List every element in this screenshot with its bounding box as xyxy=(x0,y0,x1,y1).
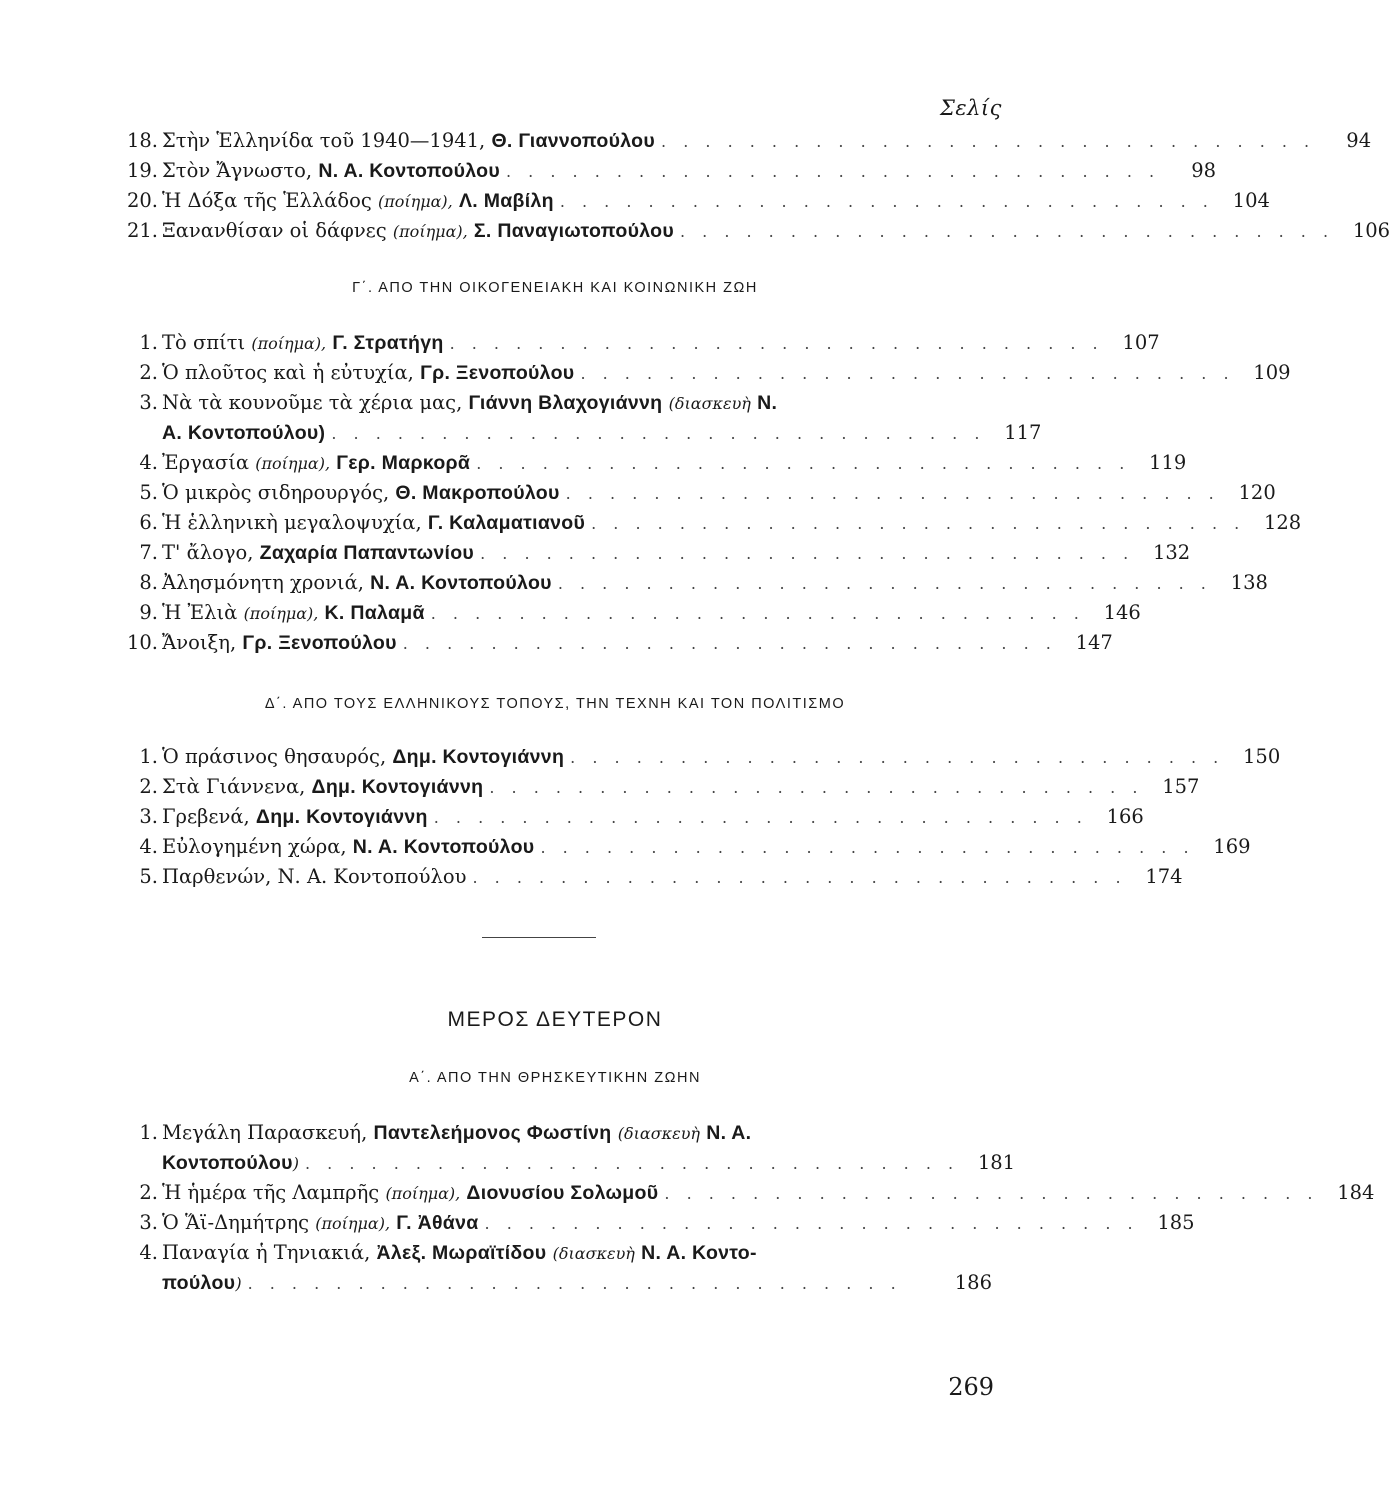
entry-note: (διασκευὴ xyxy=(617,1124,700,1143)
entry-author: Γερ. Μαρκορᾶ xyxy=(336,452,471,474)
entry-page: 147 xyxy=(1075,631,1113,654)
entry-title: Ἡ Ἐλιὰ xyxy=(162,601,238,624)
entry-title: Ξανανθίσαν οἱ δάφνες xyxy=(162,219,387,242)
list-item xyxy=(118,1118,1016,1178)
page-column-header: Σελίς xyxy=(940,96,1002,120)
entry-title: Παναγία ἡ Τηνιακιά, xyxy=(162,1241,371,1264)
entry-page: 166 xyxy=(1106,805,1144,828)
section-heading-a2: Α΄. ΑΠΟ ΤΗΝ ΘΡΗΣΚΕΥΤΙΚΗΝ ΖΩΗΝ xyxy=(409,1070,701,1086)
entry-note: (διασκευὴ xyxy=(552,1244,635,1263)
entry-number: 1. xyxy=(139,745,158,768)
section-heading-d: Δ΄. ΑΠΟ ΤΟΥΣ ΕΛΛΗΝΙΚΟΥΣ ΤΟΠΟΥΣ, ΤΗΝ ΤΕΧΝΗ ΚΑΙ ΤΟΝ ΠΟΛΙΤΙΣΜΟ xyxy=(264,696,846,712)
entry-title: Ἄνοιξη, xyxy=(162,631,237,654)
entry-page: 186 xyxy=(954,1271,992,1294)
entry-title: Ἡ Δόξα τῆς Ἑλλάδος xyxy=(162,189,372,212)
entry-author: Ζαχαρία Παπαντωνίου xyxy=(259,542,475,564)
list-item xyxy=(118,568,1268,598)
entry-number: 21. xyxy=(126,219,158,242)
section-heading-g: Γ΄. ΑΠΟ ΤΗΝ ΟΙΚΟΓΕΝΕΙΑΚΗ ΚΑΙ ΚΟΙΝΩΝΙΚΗ ΖΩΗ xyxy=(352,280,758,296)
entry-author-continued: πούλου xyxy=(162,1272,236,1294)
entry-page: 119 xyxy=(1149,451,1187,474)
entries-section-g xyxy=(118,328,1302,658)
entry-page: 104 xyxy=(1232,189,1270,212)
entries-section-a2 xyxy=(118,1118,1375,1298)
entry-page: 184 xyxy=(1337,1181,1375,1204)
entry-page: 109 xyxy=(1253,361,1291,384)
entry-note: (ποίημα), xyxy=(315,1214,391,1233)
leader-dots: . . . . . . . . . . . . . . . . . . . . . . . . . . . . . . xyxy=(480,544,1135,563)
entry-author: Θ. Γιαννοπούλου xyxy=(491,130,656,152)
entry-page: 181 xyxy=(977,1151,1016,1174)
entry-author: Κ. Παλαμᾶ xyxy=(324,602,425,624)
list-item xyxy=(118,628,1113,658)
list-item xyxy=(118,216,1390,246)
entry-number: 3. xyxy=(139,391,158,414)
entry-title: Στὴν Ἑλληνίδα τοῦ 1940—1941, xyxy=(162,129,486,152)
entry-title: Ὁ Ἅϊ-Δημήτρης xyxy=(162,1211,310,1234)
entry-number: 3. xyxy=(139,1211,158,1234)
entry-number: 19. xyxy=(126,159,158,182)
entry-title: Ὁ πράσινος θησαυρός, xyxy=(162,745,387,768)
entry-title: Ἡ ἑλληνικὴ μεγαλοψυχία, xyxy=(162,511,422,534)
entry-page: 94 xyxy=(1346,129,1372,152)
entry-page: 174 xyxy=(1145,865,1183,888)
entry-number: 6. xyxy=(139,511,158,534)
leader-dots: . . . . . . . . . . . . . . . . . . . . . . . . . . . . . . xyxy=(449,334,1104,353)
entry-number: 2. xyxy=(139,775,158,798)
entry-author-tail: Ν. Α. Κοντο- xyxy=(641,1242,757,1264)
entry-note: (ποίημα), xyxy=(377,192,453,211)
leader-dots: . . . . . . . . . . . . . . . . . . . . . . . . . . . . . . xyxy=(305,1154,960,1173)
entry-author: Παντελεήμονος Φωστίνη xyxy=(373,1122,612,1144)
list-item xyxy=(118,1208,1195,1238)
list-item xyxy=(118,388,1042,448)
leader-dots: . . . . . . . . . . . . . . . . . . . . . . . . . . . . . . xyxy=(557,574,1212,593)
entry-number: 1. xyxy=(139,1121,158,1144)
list-item xyxy=(118,328,1160,358)
entry-author: Ν. Α. Κοντοπούλου xyxy=(370,572,552,594)
entry-number: 2. xyxy=(139,361,158,384)
entry-author: Γρ. Ξενοπούλου xyxy=(420,362,575,384)
list-item xyxy=(118,508,1302,538)
entry-page: 128 xyxy=(1263,511,1302,534)
entry-title: Εὐλογημένη χώρα, xyxy=(162,835,347,858)
leader-dots: . . . . . . . . . . . . . . . . . . . . . . . . . . . . . . xyxy=(559,192,1214,211)
entry-page: 120 xyxy=(1238,481,1276,504)
entry-title: Ἡ ἡμέρα τῆς Λαμπρῆς xyxy=(162,1181,380,1204)
entry-author: Γρ. Ξενοπούλου xyxy=(242,632,397,654)
entry-number: 20. xyxy=(126,189,158,212)
entry-title: Στὰ Γιάννενα, xyxy=(162,775,306,798)
leader-dots: . . . . . . . . . . . . . . . . . . . . . . . . . . . . . . xyxy=(430,604,1085,623)
entry-title: Μεγάλη Παρασκευή, xyxy=(162,1121,368,1144)
entry-number: 18. xyxy=(126,129,158,152)
entry-author: Διονυσίου Σολωμοῦ xyxy=(466,1182,659,1204)
entries-section-d xyxy=(118,742,1281,892)
entry-title: Ὁ πλοῦτος καὶ ἡ εὐτυχία, xyxy=(162,361,414,384)
entry-note: (ποίημα), xyxy=(251,334,327,353)
list-item xyxy=(118,478,1276,508)
entry-number: 5. xyxy=(139,481,158,504)
entry-number: 2. xyxy=(139,1181,158,1204)
entry-author-tail: Ν. xyxy=(757,392,778,414)
leader-dots: . . . . . . . . . . . . . . . . . . . . . . . . . . . . . . xyxy=(484,1214,1139,1233)
entry-author: Δημ. Κοντογιάννη xyxy=(311,776,484,798)
entry-author: Σ. Παναγιωτοπούλου xyxy=(473,220,674,242)
entry-number: 7. xyxy=(139,541,158,564)
entry-note: (ποίημα), xyxy=(255,454,331,473)
list-item xyxy=(118,156,1217,186)
page-number: 269 xyxy=(948,1373,994,1401)
entry-author: Γιάννη Βλαχογιάννη xyxy=(468,392,663,414)
list-item xyxy=(118,126,1372,156)
entry-author: Γ. Καλαματιανοῦ xyxy=(427,512,586,534)
leader-dots: . . . . . . . . . . . . . . . . . . . . . . . . . . . . . . xyxy=(661,132,1316,151)
entry-page: 157 xyxy=(1162,775,1200,798)
leader-dots: . . . . . . . . . . . . . . . . . . . . . . . . . . . . . . xyxy=(580,364,1235,383)
leader-dots: . . . . . . . . . . . . . . . . . . . . . . . . . . . . . . xyxy=(591,514,1246,533)
entry-note: (ποίημα), xyxy=(243,604,319,623)
entry-number: 1. xyxy=(139,331,158,354)
list-item xyxy=(118,598,1141,628)
entry-page: 150 xyxy=(1243,745,1281,768)
entry-number: 4. xyxy=(139,1241,158,1264)
leader-dots: . . . . . . . . . . . . . . . . . . . . . . . . . . . . . . xyxy=(472,868,1127,887)
leader-dots: . . . . . . . . . . . . . . . . . . . . . . . . . . . . . . xyxy=(679,222,1335,241)
entry-author: Θ. Μακροπούλου xyxy=(395,482,560,504)
entry-author: Δημ. Κοντογιάννη xyxy=(392,746,565,768)
leader-dots: . . . . . . . . . . . . . . . . . . . . . . . . . . . . . . xyxy=(540,838,1195,857)
list-item xyxy=(118,862,1183,892)
entry-note: (ποίημα), xyxy=(385,1184,461,1203)
list-item xyxy=(118,538,1191,568)
list-item xyxy=(118,802,1144,832)
entry-author-continued: Α. Κοντοπούλου) xyxy=(162,422,326,444)
leader-dots: . . . . . . . . . . . . . . . . . . . . . . . . . . . . . . xyxy=(506,162,1161,181)
entry-title: Ἀλησμόνητη χρονιά, xyxy=(162,571,364,594)
entry-title: Γρεβενά, xyxy=(162,805,250,828)
entries-continued xyxy=(118,126,1390,246)
entry-author: Ἀλεξ. Μωραϊτίδου xyxy=(376,1242,547,1264)
list-item xyxy=(118,358,1291,388)
leader-dots: . . . . . . . . . . . . . . . . . . . . . . . . . . . . . . xyxy=(489,778,1144,797)
entry-title: Τὸ σπίτι xyxy=(162,331,246,354)
entry-page: 169 xyxy=(1213,835,1251,858)
entry-author: Γ. Ἀθάνα xyxy=(396,1212,479,1234)
leader-dots: . . . . . . . . . . . . . . . . . . . . . . . . . . . . . . xyxy=(570,748,1225,767)
leader-dots: . . . . . . . . . . . . . . . . . . . . . . . . . . . . . . xyxy=(664,1184,1319,1203)
entry-number: 8. xyxy=(139,571,158,594)
entry-note: (διασκευὴ xyxy=(668,394,751,413)
entry-title: Τ' ἄλογο, xyxy=(162,541,254,564)
entry-page: 107 xyxy=(1122,331,1160,354)
entry-author: Ν. Α. Κοντοπούλου xyxy=(318,160,500,182)
entry-title: Ὁ μικρὸς σιδηρουργός, xyxy=(162,481,390,504)
leader-dots: . . . . . . . . . . . . . . . . . . . . . . . . . . . . . . xyxy=(476,454,1131,473)
leader-dots: . . . . . . . . . . . . . . . . . . . . . . . . . . . . . . xyxy=(565,484,1220,503)
entry-page: 185 xyxy=(1157,1211,1195,1234)
list-item xyxy=(118,772,1200,802)
list-item xyxy=(118,1238,992,1298)
entry-note-close: ) xyxy=(235,1274,242,1293)
entry-author: Γ. Στρατήγη xyxy=(332,332,444,354)
entry-note: (ποίημα), xyxy=(392,222,468,241)
divider-rule xyxy=(482,937,596,938)
list-item xyxy=(118,832,1251,862)
list-item xyxy=(118,1178,1375,1208)
entry-page: 98 xyxy=(1191,159,1217,182)
entry-title: Νὰ τὰ κουνοῦμε τὰ χέρια μας, xyxy=(162,391,463,414)
entry-number: 10. xyxy=(126,631,158,654)
entry-title: Στὸν Ἄγνωστο, xyxy=(162,159,313,182)
entry-title: Ἐργασία xyxy=(162,451,250,474)
entry-number: 3. xyxy=(139,805,158,828)
part-title: ΜΕΡΟΣ ΔΕΥΤΕΡΟΝ xyxy=(447,1008,663,1031)
entry-author-tail: Ν. Α. xyxy=(706,1122,752,1144)
entry-page: 138 xyxy=(1230,571,1268,594)
leader-dots: . . . . . . . . . . . . . . . . . . . . . . . . . . . . . . xyxy=(402,634,1057,653)
entry-page: 106 xyxy=(1352,219,1390,242)
entry-page: 132 xyxy=(1152,541,1191,564)
leader-dots: . . . . . . . . . . . . . . . . . . . . . . . . . . . . . . xyxy=(433,808,1088,827)
list-item xyxy=(118,186,1270,216)
entry-author: Ν. Α. Κοντοπούλου xyxy=(352,836,535,858)
entry-author: Δημ. Κοντογιάννη xyxy=(255,806,428,828)
entry-note-close: ) xyxy=(292,1154,299,1173)
leader-dots: . . . . . . . . . . . . . . . . . . . . . . . . . . . . . . xyxy=(331,424,986,443)
entry-page: 117 xyxy=(1004,421,1042,444)
entry-author: Λ. Μαβίλη xyxy=(458,190,554,212)
list-item xyxy=(118,742,1281,772)
entry-title: Παρθενών, Ν. Α. Κοντοπούλου xyxy=(162,865,467,888)
leader-dots: . . . . . . . . . . . . . . . . . . . . . . . . . . . . . . xyxy=(247,1274,902,1293)
entry-number: 5. xyxy=(139,865,158,888)
list-item xyxy=(118,448,1187,478)
entry-author-continued: Κοντοπούλου xyxy=(162,1152,293,1174)
entry-number: 4. xyxy=(139,835,158,858)
entry-number: 4. xyxy=(139,451,158,474)
entry-page: 146 xyxy=(1103,601,1141,624)
entry-number: 9. xyxy=(139,601,158,624)
